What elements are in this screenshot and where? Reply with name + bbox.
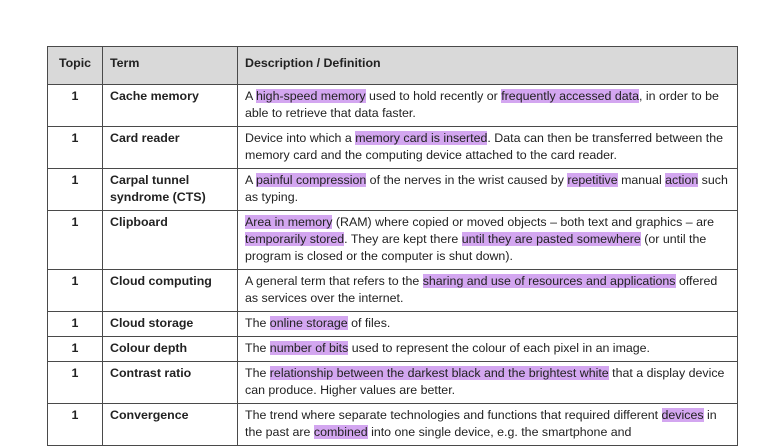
topic-cell: 1 [48, 85, 103, 127]
description-text: used to hold recently or [365, 89, 502, 103]
description-text: manual [617, 173, 666, 187]
description-text: The trend where separate technologies and functions that required different [245, 408, 662, 422]
term-cell: Card reader [103, 127, 238, 169]
description-text: The [245, 366, 270, 380]
term-header: Term [103, 47, 238, 85]
highlighted-text: until they are pasted somewhere [461, 232, 641, 246]
table-row [48, 211, 738, 270]
description-text: . They are kept there [344, 232, 462, 246]
highlighted-text: frequently accessed data [501, 89, 639, 103]
topic-cell: 1 [48, 362, 103, 404]
description-text: that a display device can produce. Higher values are better. [245, 366, 725, 397]
description-text: Device into which a [245, 131, 356, 145]
topic-cell: 1 [48, 337, 103, 362]
description-cell [238, 404, 738, 446]
description-text: used to represent the colour of each pixel in an image. [348, 341, 651, 355]
highlighted-text: repetitive [567, 173, 618, 187]
description-cell [238, 337, 738, 362]
description-text: The [245, 341, 270, 355]
description-text: (RAM) where copied or moved objects – both text and graphics – are [332, 215, 715, 229]
description-text: offered as services over the internet. [245, 274, 718, 305]
topic-cell: 1 [48, 270, 103, 312]
term-cell: Cache memory [103, 85, 238, 127]
topic-header: Topic [48, 47, 103, 85]
topic-cell: 1 [48, 312, 103, 337]
description-text: , in order to be able to retrieve that data faster. [245, 89, 719, 120]
highlighted-text: painful compression [256, 173, 367, 187]
term-cell: Colour depth [103, 337, 238, 362]
header-row [48, 47, 738, 85]
table-row [48, 312, 738, 337]
highlighted-text: memory card is inserted [355, 131, 488, 145]
description-text: into one single device, e.g. the smartphone and [367, 425, 632, 439]
table-row [48, 337, 738, 362]
highlighted-text: combined [313, 425, 368, 439]
description-cell [238, 169, 738, 211]
description-text: A general term that refers to the [245, 274, 423, 288]
term-cell: Cloud computing [103, 270, 238, 312]
description-cell [238, 312, 738, 337]
term-cell: Cloud storage [103, 312, 238, 337]
description-text: in the past are [245, 408, 717, 439]
highlighted-text: Area in memory [245, 215, 333, 229]
term-cell: Convergence [103, 404, 238, 446]
description-cell [238, 127, 738, 169]
topic-cell: 1 [48, 169, 103, 211]
highlighted-text: action [665, 173, 699, 187]
description-text: (or until the program is closed or the computer is shut down). [245, 232, 707, 263]
term-cell: Clipboard [103, 211, 238, 270]
highlighted-text: devices [661, 408, 704, 422]
description-header: Description / Definition [238, 47, 738, 85]
table-row [48, 127, 738, 169]
description-text: The [245, 316, 270, 330]
description-cell [238, 362, 738, 404]
highlighted-text: online storage [269, 316, 348, 330]
term-cell: Contrast ratio [103, 362, 238, 404]
description-cell [238, 211, 738, 270]
description-text: A [245, 173, 257, 187]
term-cell: Carpal tunnel syndrome (CTS) [103, 169, 238, 211]
topic-cell: 1 [48, 211, 103, 270]
highlighted-text: number of bits [269, 341, 349, 355]
table-row [48, 404, 738, 446]
description-text: . Data can then be transferred between the memory card and the computing device attached to the card reader. [245, 131, 723, 162]
highlighted-text: high-speed memory [256, 89, 366, 103]
description-text: A [245, 89, 257, 103]
description-text: such as typing. [245, 173, 728, 204]
topic-cell: 1 [48, 127, 103, 169]
table-row [48, 169, 738, 211]
topic-cell: 1 [48, 404, 103, 446]
table-row [48, 85, 738, 127]
highlighted-text: sharing and use of resources and applications [422, 274, 676, 288]
table-row [48, 362, 738, 404]
glossary-table [47, 46, 738, 446]
highlighted-text: relationship between the darkest black and the brightest white [269, 366, 609, 380]
table-row [48, 270, 738, 312]
description-cell [238, 270, 738, 312]
description-text: of files. [347, 316, 391, 330]
highlighted-text: temporarily stored [245, 232, 345, 246]
description-cell [238, 85, 738, 127]
description-text: of the nerves in the wrist caused by [366, 173, 568, 187]
